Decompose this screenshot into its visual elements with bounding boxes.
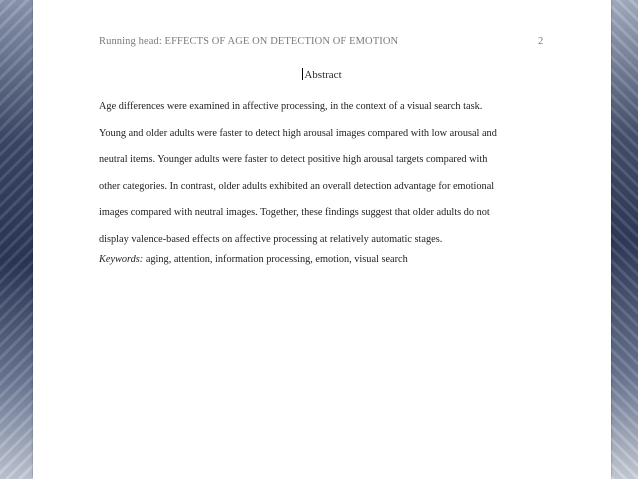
running-head: Running head: EFFECTS OF AGE ON DETECTION OF EMOTION xyxy=(99,36,399,47)
right-background-panel xyxy=(611,0,638,479)
document-page[interactable] xyxy=(33,0,611,479)
abstract-line: images compared with neutral images. Together, these findings suggest that older adults do not xyxy=(99,207,490,218)
abstract-paragraph xyxy=(99,94,549,253)
abstract-title-text: Abstract xyxy=(304,69,342,81)
abstract-line: display valence-based effects on affective processing at relatively automatic stages. xyxy=(99,233,443,245)
abstract-line: other categories. In contrast, older adults exhibited an overall detection advantage for emotional xyxy=(99,180,495,192)
page-number: 2 xyxy=(538,36,544,47)
abstract-line: Age differences were examined in affective processing, in the context of a visual search task. xyxy=(99,101,483,112)
keywords-label: Keywords: xyxy=(99,254,144,265)
keywords-line xyxy=(99,250,408,270)
abstract-heading xyxy=(33,68,611,81)
keywords-list: aging, attention, information processing, emotion, visual search xyxy=(145,254,408,265)
abstract-line: neutral items. Younger adults were faster to detect positive high arousal targets compared with xyxy=(99,154,488,165)
abstract-line: Young and older adults were faster to detect high arousal images compared with low arousal and xyxy=(99,127,497,139)
left-background-panel xyxy=(0,0,33,479)
